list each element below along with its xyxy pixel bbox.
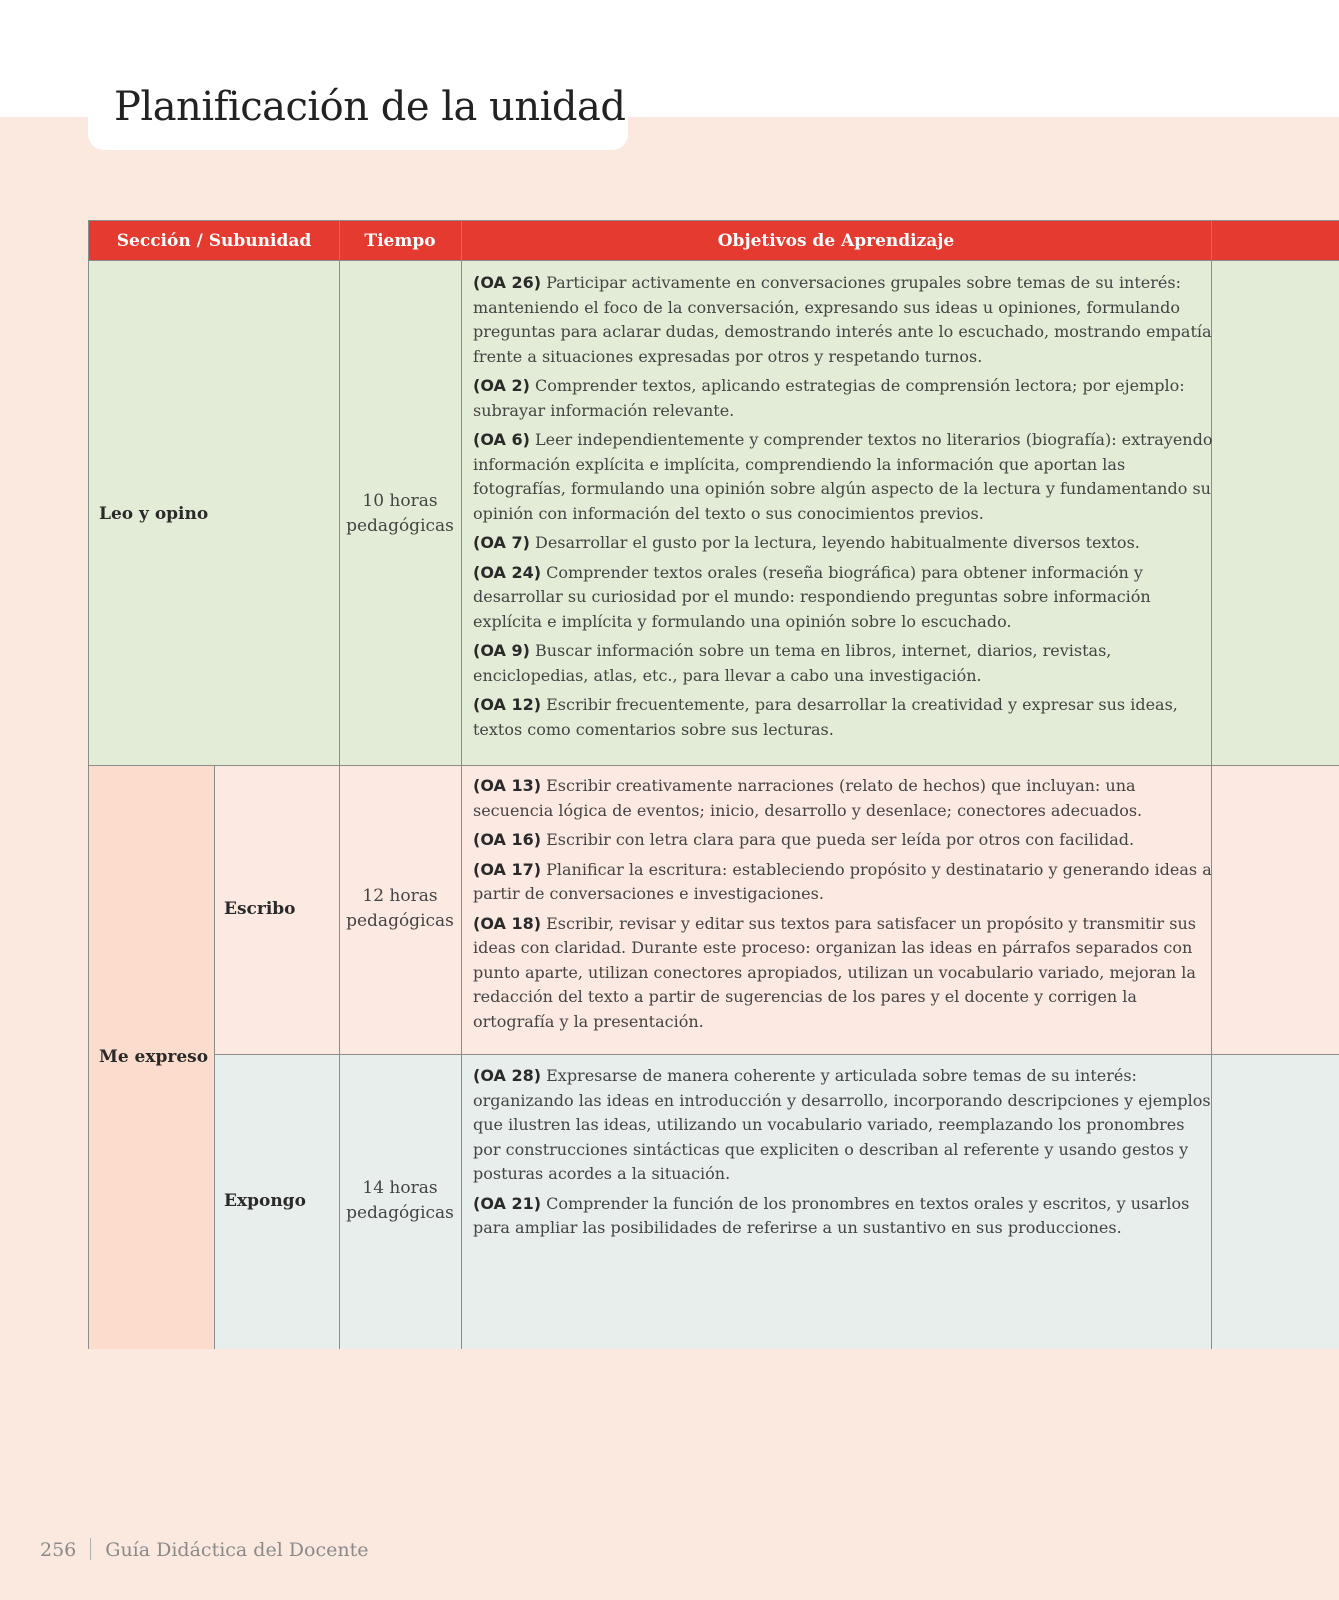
- objective-item: [473, 858, 1213, 907]
- objective-code: (OA 9): [473, 641, 530, 660]
- objectives-expongo: [473, 1064, 1213, 1246]
- grid-line: [89, 260, 1339, 261]
- objective-item: [473, 374, 1213, 423]
- objective-code: (OA 6): [473, 430, 530, 449]
- subsection-expongo: Expongo: [224, 1191, 306, 1211]
- objective-text: Comprender la función de los pronombres en textos orales y escritos, y usarlos para ampliar las posibilidades de referirse a un sustantivo en sus producciones.: [473, 1193, 1190, 1237]
- objective-item: [473, 271, 1213, 369]
- objective-text: Leer independientemente y comprender textos no literarios (biografía): extrayendo información explícita e implícita, comprendiendo la información que aportan las fotografías, formulando una opinión sobre algún aspecto de la lectura y fundamentando su opinión con información del texto o sus conocimientos previos.: [473, 430, 1213, 523]
- time-unit: pedagógicas: [346, 1203, 454, 1223]
- objective-item: [473, 531, 1213, 556]
- objective-item: [473, 561, 1213, 635]
- objective-code: (OA 16): [473, 830, 542, 849]
- time-value: 10 horas: [362, 491, 438, 511]
- objective-text: Comprender textos, aplicando estrategias de comprensión lectora; por ejemplo: subrayar información relevante.: [473, 376, 1185, 420]
- table-header: [89, 221, 1339, 261]
- grid-line: [89, 765, 1339, 766]
- time-unit: pedagógicas: [346, 911, 454, 931]
- section-leo-y-opino: Leo y opino: [99, 504, 209, 524]
- objective-code: (OA 18): [473, 913, 542, 933]
- objective-text: Expresarse de manera coherente y articulada sobre temas de su interés: organizando las ideas en introducción y desarrollo, incorporando descripciones y ejemplos que ilustren las ideas, utilizando un vocabulario variado, reemplazando los pronombres por construcciones sintácticas que expliciten o describan al referente y usando gestos y posturas acordes a la situación.: [473, 1066, 1211, 1183]
- header-objetivos: Objetivos de Aprendizaje: [717, 231, 955, 251]
- objective-item: [473, 1192, 1213, 1241]
- objective-code: (OA 13): [473, 776, 542, 795]
- objective-code: (OA 21): [473, 1193, 542, 1213]
- footer-text: Guía Didáctica del Docente: [105, 1539, 369, 1561]
- grid-line: [461, 221, 462, 1349]
- grid-line: [214, 1054, 1339, 1055]
- objective-text: Desarrollar el gusto por la lectura, leyendo habitualmente diversos textos.: [534, 533, 1140, 552]
- objective-item: [473, 828, 1213, 853]
- time-expongo: [339, 1176, 461, 1226]
- page-number: 256: [40, 1539, 77, 1561]
- header-seccion: Sección / Subunidad: [116, 231, 312, 251]
- objective-text: Escribir frecuentemente, para desarrollar la creatividad y expresar sus ideas, textos como comentarios sobre sus lecturas.: [473, 695, 1178, 739]
- footer-divider: [90, 1538, 91, 1560]
- time-unit: pedagógicas: [346, 516, 454, 536]
- objective-code: (OA 26): [473, 273, 542, 292]
- objective-item: [473, 912, 1213, 1035]
- objective-text: Participar activamente en conversaciones grupales sobre temas de su interés: manteniendo el foco de la conversación, expresando sus ideas u opiniones, formulando preguntas para aclarar dudas, demostrando interés ante lo escuchado, mostrando empatía frente a situaciones expresadas por otros y respetando turnos.: [473, 273, 1212, 366]
- objective-code: (OA 17): [473, 859, 542, 879]
- objective-text: Escribir con letra clara para que pueda ser leída por otros con facilidad.: [546, 830, 1135, 849]
- objective-item: [473, 693, 1213, 742]
- time-escribo: [339, 884, 461, 934]
- time-leo-y-opino: [339, 489, 461, 539]
- objective-text: Comprender textos orales (reseña biográfica) para obtener información y desarrollar su curiosidad por el mundo: respondiendo preguntas sobre información explícita e implícita y formulando una opinión sobre lo escuchado.: [473, 562, 1151, 631]
- objective-text: Buscar información sobre un tema en libros, internet, diarios, revistas, enciclopedias, atlas, etc., para llevar a cabo una investigación.: [473, 641, 1112, 685]
- planning-table: [88, 220, 1339, 1349]
- page-footer: [40, 1538, 368, 1561]
- page-title: Planificación de la unidad: [114, 84, 626, 130]
- subsection-escribo: Escribo: [224, 899, 296, 919]
- objective-item: [473, 774, 1213, 823]
- time-value: 12 horas: [362, 886, 438, 906]
- objective-item: [473, 1064, 1213, 1187]
- objective-text: Escribir, revisar y editar sus textos para satisfacer un propósito y transmitir sus ideas con claridad. Durante este proceso: organizan las ideas en párrafos separados con punto aparte, utilizan conectores apropiados, utilizan un vocabulario variado, mejoran la redacción del texto a partir de sugerencias de los pares y el docente y corrigen la ortografía y la presentación.: [473, 913, 1196, 1031]
- objective-item: [473, 639, 1213, 688]
- section-me-expreso: Me expreso: [99, 1047, 209, 1067]
- objective-code: (OA 7): [473, 533, 530, 552]
- time-value: 14 horas: [362, 1178, 438, 1198]
- header-tiempo: Tiempo: [364, 231, 436, 251]
- objective-item: [473, 428, 1213, 526]
- objectives-escribo: [473, 774, 1213, 1039]
- grid-line: [214, 765, 215, 1349]
- objective-code: (OA 12): [473, 695, 542, 714]
- objective-text: Planificar la escritura: estableciendo propósito y destinatario y generando ideas a partir de conversaciones e investigaciones.: [473, 859, 1212, 903]
- objective-code: (OA 24): [473, 562, 542, 582]
- objective-code: (OA 2): [473, 376, 530, 395]
- objective-code: (OA 28): [473, 1066, 542, 1085]
- objectives-leo-y-opino: [473, 271, 1213, 747]
- objective-text: Escribir creativamente narraciones (relato de hechos) que incluyan: una secuencia lógica de eventos; inicio, desarrollo y desenlace; conectores adecuados.: [473, 776, 1143, 820]
